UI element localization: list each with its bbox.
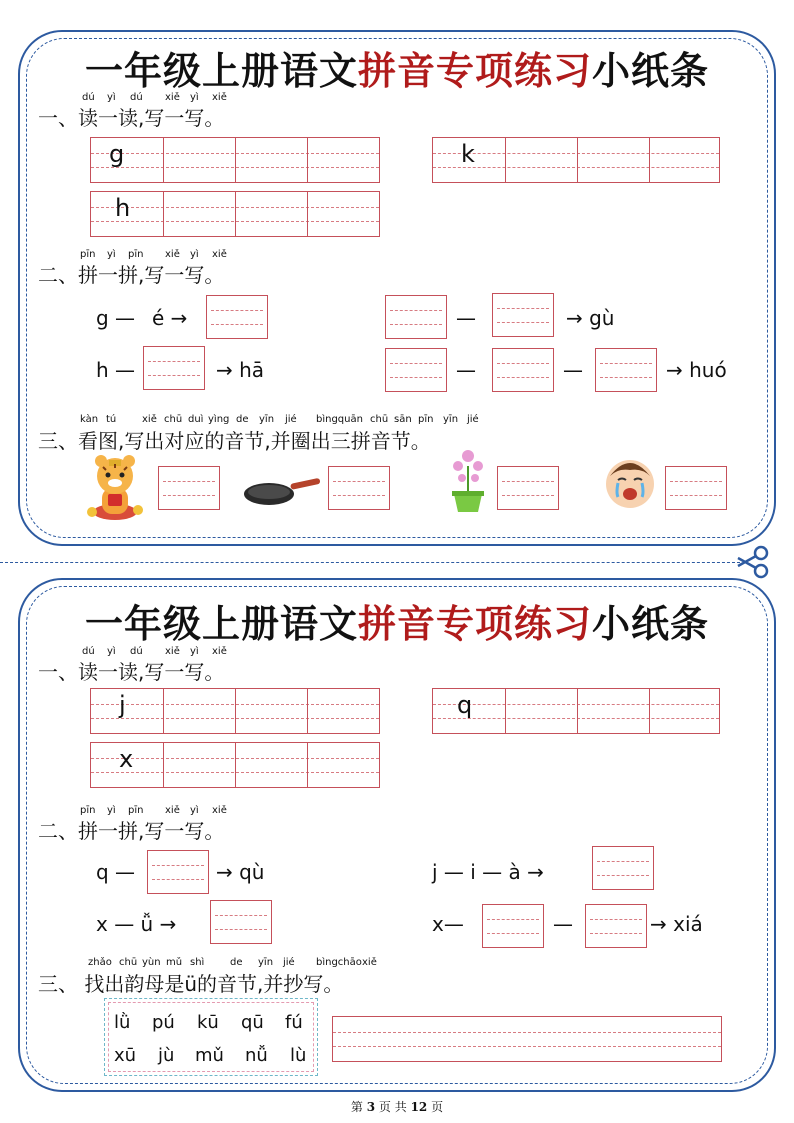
card1-section3-label: 三、看图,写出对应的音节,并圈出三拼音节。 (38, 429, 431, 453)
pinyin: de (230, 957, 243, 968)
footer-text-a: 第 (350, 1100, 363, 1114)
scissors-icon (736, 544, 772, 580)
syllable-word: mǔ (195, 1045, 224, 1066)
card2-section1-label: 一、读一读,写一写。 (38, 660, 225, 684)
page-total: 12 (410, 1100, 428, 1114)
letter: q (457, 691, 473, 719)
letter: k (461, 140, 475, 168)
pinyin: jié (285, 414, 297, 425)
pinyin: pīn (418, 414, 434, 425)
answer-box[interactable] (385, 295, 447, 339)
pinyin: pīn (128, 805, 144, 816)
pinyin: jié (283, 957, 295, 968)
pinyin: sān (394, 414, 412, 425)
card2-section2-label: 二、拼一拼,写一写。 (38, 819, 225, 843)
crying-baby-icon (598, 450, 662, 514)
answer-box[interactable] (482, 904, 544, 948)
page-footer (0, 1098, 794, 1115)
syllable-word: pú (152, 1012, 175, 1033)
letter: g (109, 140, 125, 168)
eq-text: é → (152, 306, 188, 330)
pinyin: yīn (258, 957, 274, 968)
pinyin: yùn (142, 957, 161, 968)
answer-box[interactable] (206, 295, 268, 339)
pinyin: pīn (128, 249, 144, 260)
pinyin: yīn (259, 414, 275, 425)
eq-text: → hā (216, 358, 265, 382)
answer-box[interactable] (592, 846, 654, 890)
pinyin: de (236, 414, 249, 425)
writing-grid-j[interactable] (90, 688, 380, 734)
writing-grid-k[interactable] (432, 137, 720, 183)
eq-text: — (456, 306, 476, 330)
answer-box[interactable] (492, 293, 554, 337)
eq-text: — (553, 912, 573, 936)
title-highlight: 拼音专项练习 (357, 601, 592, 646)
pinyin: chū (370, 414, 389, 425)
card2-section3-label: 三、 找出韵母是ü的音节,并抄写。 (38, 972, 344, 996)
answer-box[interactable] (210, 900, 272, 944)
eq-text: j — i — à → (432, 860, 544, 884)
pinyin: bìngquān (316, 414, 363, 425)
letter: h (115, 194, 131, 222)
card1-title (0, 40, 794, 95)
answer-box[interactable] (158, 466, 220, 510)
writing-grid-h[interactable] (90, 191, 380, 237)
syllable-word: xū (114, 1045, 137, 1066)
pinyin: yì (107, 805, 116, 816)
pinyin: dú (130, 92, 143, 103)
syllable-word: lǜ (114, 1012, 131, 1033)
eq-text: x— (432, 912, 464, 936)
pinyin: pīn (80, 249, 96, 260)
writing-grid-q[interactable] (432, 688, 720, 734)
pinyin: yì (190, 646, 199, 657)
writing-grid-g[interactable] (90, 137, 380, 183)
answer-box[interactable] (665, 466, 727, 510)
syllable-word: qū (241, 1012, 264, 1033)
syllable-word: jù (158, 1045, 175, 1066)
copy-writing-line[interactable] (332, 1016, 722, 1062)
pinyin: yì (190, 249, 199, 260)
eq-text: q — (96, 860, 136, 884)
pinyin: dú (82, 646, 95, 657)
eq-text: — (456, 358, 476, 382)
eq-text: h — (96, 358, 136, 382)
pinyin: yì (107, 92, 116, 103)
pinyin: xiě (362, 957, 377, 968)
eq-text: → qù (216, 860, 265, 884)
pinyin: jié (467, 414, 479, 425)
pinyin: xiě (165, 249, 180, 260)
eq-text: — (563, 358, 583, 382)
title-prefix: 一年级上册语文 (84, 601, 358, 646)
answer-box[interactable] (143, 346, 205, 390)
page-number: 3 (366, 1100, 376, 1114)
syllable-word: fú (285, 1012, 303, 1033)
pinyin: mǔ (166, 957, 183, 968)
pinyin: kàn (80, 414, 99, 425)
eq-text: → gù (566, 306, 615, 330)
pinyin: yì (107, 249, 116, 260)
writing-grid-x[interactable] (90, 742, 380, 788)
pinyin: yì (107, 646, 116, 657)
syllable-word: lù (290, 1045, 307, 1066)
pinyin: duì (188, 414, 204, 425)
pinyin: yìng (208, 414, 230, 425)
pinyin: zhǎo (88, 957, 112, 968)
cut-line (0, 562, 740, 563)
title-suffix: 小纸条 (592, 48, 710, 93)
tiger-icon (80, 450, 150, 524)
pinyin: xiě (165, 646, 180, 657)
card1-section2-label: 二、拼一拼,写一写。 (38, 263, 225, 287)
pinyin: chū (119, 957, 138, 968)
pinyin: xiě (212, 92, 227, 103)
footer-text-b: 页 共 (378, 1100, 407, 1114)
pinyin: shì (190, 957, 205, 968)
pinyin: tú (106, 414, 117, 425)
eq-text: → huó (666, 358, 727, 382)
answer-box[interactable] (585, 904, 647, 948)
pinyin: yīn (443, 414, 459, 425)
flower-pot-icon (448, 446, 488, 516)
card1-section1-label: 一、读一读,写一写。 (38, 106, 225, 130)
pan-icon (242, 472, 322, 512)
pinyin: chū (164, 414, 183, 425)
title-suffix: 小纸条 (592, 601, 710, 646)
pinyin: dú (82, 92, 95, 103)
pinyin: xiě (212, 805, 227, 816)
eq-text: x — ǚ → (96, 912, 177, 936)
answer-box[interactable] (595, 348, 657, 392)
pinyin: xiě (212, 249, 227, 260)
pinyin: dú (130, 646, 143, 657)
pinyin: xiě (212, 646, 227, 657)
card2-title (0, 593, 794, 648)
pinyin: xiě (165, 92, 180, 103)
eq-text: g — (96, 306, 136, 330)
syllable-word: kū (197, 1012, 219, 1033)
answer-box[interactable] (328, 466, 390, 510)
pinyin: bìngchāo (316, 957, 362, 968)
answer-box[interactable] (497, 466, 559, 510)
pinyin: yì (190, 92, 199, 103)
pinyin: yì (190, 805, 199, 816)
pinyin: pīn (80, 805, 96, 816)
letter: j (119, 691, 126, 719)
answer-box[interactable] (385, 348, 447, 392)
title-highlight: 拼音专项练习 (357, 48, 592, 93)
pinyin: xiě (142, 414, 157, 425)
pinyin: xiě (165, 805, 180, 816)
answer-box[interactable] (492, 348, 554, 392)
syllable-word: nǚ (245, 1045, 268, 1066)
letter: x (119, 745, 134, 773)
answer-box[interactable] (147, 850, 209, 894)
title-prefix: 一年级上册语文 (84, 48, 358, 93)
footer-text-c: 页 (431, 1100, 444, 1114)
eq-text: → xiá (650, 912, 703, 936)
